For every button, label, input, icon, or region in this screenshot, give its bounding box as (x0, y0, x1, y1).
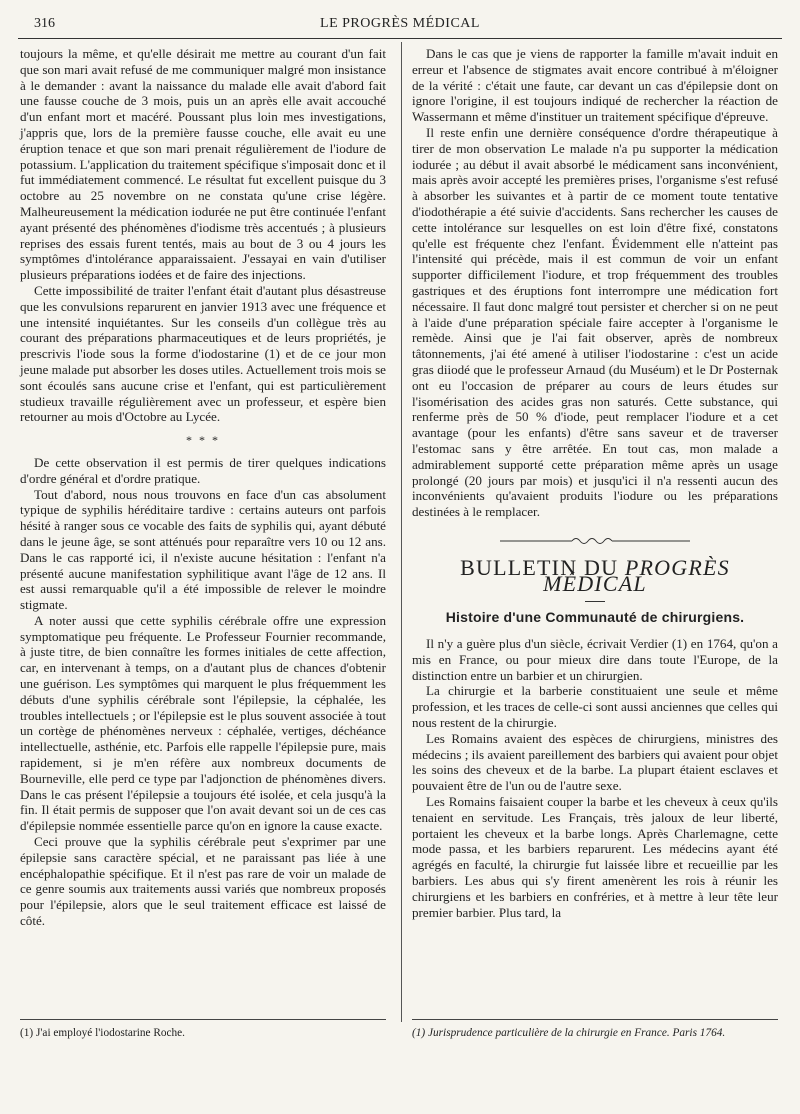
paragraph: Les Romains faisaient couper la barbe et les cheveux à ceux qu'ils tenaient en servitude. Les Français, très jaloux de leur liberté, portaient les cheveux et la barbe longs. Après Charlemagne, cette mode passa, et les barbiers reparurent. Les médecins ayant été agrégés en faculté, la chirurgie fut laissée libre et recueillie par les barbiers. Les abus qui s'y firent amenèrent les rois à réunir les chirurgiens et les barbiers en confréries, et à mettre à leur tête leur premier barbier. Plus tard, la (412, 794, 778, 920)
paragraph: Cette impossibilité de traiter l'enfant était d'autant plus désastreuse que les convulsions reparurent en janvier 1913 avec une fréquence et une intensité inquiétantes. Sur les conseils d'un collègue très au courant des préparations pharmaceutiques et de leurs propriétés, je prescrivis l'iode sous la forme d'iodostarine (1) et de ce jour mon jeune malade put absorber les doses utiles. Actuellement trois mois se sont écoulés sans aucune crise et l'enfant, qui est particulièrement studieux travaille régulièrement avec un professeur, et espère bien retourner au mois d'Octobre au Lycée. (20, 282, 386, 425)
paragraph: Ceci prouve que la syphilis cérébrale peut s'exprimer par une épilepsie sans caractère spécial, et ne paraissant pas liée à une encéphalopathie spécifique. Et il n'est pas rare de voir un malade de ce genre soumis aux traitements aussi variés que nombreux proposés pour l'épilepsie, alors que le seul traitement efficace est laissé de côté. (20, 834, 386, 929)
right-column (412, 46, 778, 920)
paragraph: A noter aussi que cette syphilis cérébrale offre une expression symptomatique peu fréquente. Le Professeur Fournier recommande, à juste titre, de bien connaître les formes initiales de cette affection, car, en intervenant à temps, on a d'autant plus de chances d'obtenir une guérison. Les symptômes qui marquent le plus fréquemment les débuts d'une syphilis cérébrale sont l'épilepsie, la céphalée, les troubles intellectuels ; or l'épilepsie est le plus souvent associée à tout un cortège de phénomènes nerveux : céphalée, vertiges, déchéance intellectuelle, asthénie, etc. Parfois elle rappelle l'épilepsie pure, mais rapidement, si je m'en réfère aux nombreux documents de Bourneville, elle perd ce type par l'adjonction de phénomènes divers. Dans le cas présent l'épilepsie a toujours été isolée, et cela jusqu'à la fin. Il était permis de supposer que l'on avait devant soi un de ces cas d'épilepsie nommée essentielle parce qu'on en ignore la cause exacte. (20, 612, 386, 834)
footnote-text: (1) J'ai employé l'iodostarine Roche. (20, 1027, 186, 1039)
flourish-icon (500, 536, 690, 546)
column-divider (401, 42, 402, 1022)
asterism-separator: * * * (186, 433, 220, 448)
paragraph: De cette observation il est permis de tirer quelques indications d'ordre général et d'ordre pratique. (20, 454, 386, 486)
left-column (20, 46, 386, 929)
footnote-rule (20, 1019, 386, 1020)
section-title: Histoire d'une Communauté de chirurgiens. (445, 609, 745, 626)
bulletin-title (412, 554, 778, 596)
paragraph: Dans le cas que je viens de rapporter la famille m'avait induit en erreur et l'absence de stigmates avait encore contribué à m'éloigner de la vérité : c'était une faute, car devant un cas d'épilepsie dont on ignore l'origine, il est toujours indiqué de rechercher la réaction de Wassermann et même d'instituer un traitement spécifique d'épreuve. (412, 46, 778, 125)
paragraph: toujours la même, et qu'elle désirait me mettre au courant d'un fait que son mari avait refusé de me communiquer malgré mon insistance à le demander : avant la naissance du malade elle avait d'abord fait une fausse couche de 3 mois, puis un an après elle avait accouché d'un enfant mort et macéré. Poussant plus loin mes investigations, j'appris que, lors de la première fausse couche, elle avait eu une éruption tenace et que son mari prenait régulièrement de l'iodure de potassium. L'application du traitement spécifique s'imposait donc et il fut immédiatement commencé. Le résultat fut excellent puisque du 3 octobre au 25 novembre on ne constata qu'une crise légère. Malheureusement la médication iodurée ne put être continuée l'enfant ayant présenté des phénomènes d'iodisme très accentués ; à plusieurs reprises des essais furent tentés, mais au bout de 3 ou 4 jours les symptômes d'intolérance apparaissaient. J'essayai en vain d'utiliser plusieurs préparations iodées et de faire des injections. (20, 46, 386, 283)
running-head: LE PROGRÈS MÉDICAL (320, 16, 480, 31)
bulletin-title-prefix: BULLETIN DU (460, 554, 625, 580)
page-number: 316 (34, 16, 55, 31)
footnote-text: (1) Jurisprudence particulière de la chirurgie en France. Paris 1764. (412, 1027, 726, 1039)
title-rule (585, 601, 605, 602)
paragraph: Il reste enfin une dernière conséquence d'ordre thérapeutique à tirer de mon observation Le malade n'a pu supporter la médication iodurée ; au début il avait absorbé le médicament sans inconvénient, mais après avoir accepté les premières prises, l'organisme s'est refusé à absorber les suivantes et à partir de ce moment toute tentative d'iodothérapie a été suivie d'accidents. Sans rechercher les causes de cette intolérance sur lesquelles on est loin d'être fixé, constatons qu'elle est fréquente chez l'enfant. Évidemment elle n'atteint pas l'intensité qui précède, mais il est commun de voir un enfant supporter difficilement l'iodure, et trop fréquemment des troubles gastriques et des éruptions font interrompre une médication fort nécessaire. Il faut donc malgré tout persister et chercher si on ne peut à l'aide d'une préparation spéciale faire accepter à l'organisme le remède. Ainsi que je l'ai fait observer, après de nombreux tâtonnements, j'ai été amené à utiliser l'iodostarine : c'est un acide gras diiodé que le professeur Arnaud (du Muséum) et le Dr Posternak ont eu l'occasion de préparer au cours de leurs études sur l'isomérisation des acides gras non saturés. Cette substance, qui renferme près de 50 % d'iode, peut remplacer l'iodure et a cet avantage (pour les enfants) d'être sans saveur et de traverser l'estomac sans y être arrêtée. En tout cas, mon malade a admirablement supporté cette préparation même après un usage prolongé (20 jours par mois) et jusqu'ici il n'a ressenti aucun des inconvénients qu'avaient produits l'iodure ou les préparations destinées à le remplacer. (412, 124, 778, 520)
footnote-rule (412, 1019, 778, 1020)
paragraph: Les Romains avaient des espèces de chirurgiens, ministres des médecins ; ils avaient pareillement des barbiers qui avaient pour objet les soins des cheveux et de la barbe. La plupart étaient esclaves et pouvaient être de l'un ou de l'autre sexe. (412, 730, 778, 794)
header-rule (18, 38, 782, 39)
paragraph: Tout d'abord, nous nous trouvons en face d'un cas absolument typique de syphilis héréditaire tardive : certains auteurs ont parfois hésité à ranger sous ce vocable des faits de syphilis qui, ayant débuté dans le jeune âge, se sont atténués pour reparaître vers 10 ou 12 ans. Dans le cas rapporté ici, il n'existe aucune hésitation : l'enfant n'a présenté aucune manifestation syphilitique avant l'âge de 12 ans. Il est aussi remarquable qu'il a été impossible de relever le moindre stigmate. (20, 486, 386, 613)
left-footnote (20, 1019, 386, 1040)
paragraph: Il n'y a guère plus d'un siècle, écrivait Verdier (1) en 1764, qu'on a mis en France, ou pour mieux dire dans toute l'Europe, de la distinction entre un barbier et un chirurgien. (412, 636, 778, 683)
paragraph: La chirurgie et la barberie constituaient une seule et même profession, et les traces de celle-ci sont aussi anciennes que celles qui nous restent de la chirurgie. (412, 683, 778, 731)
bulletin-title-italic: PROGRÈS MÉDICAL (543, 554, 730, 596)
right-footnote (412, 1019, 778, 1040)
flourish-ornament (412, 534, 778, 550)
